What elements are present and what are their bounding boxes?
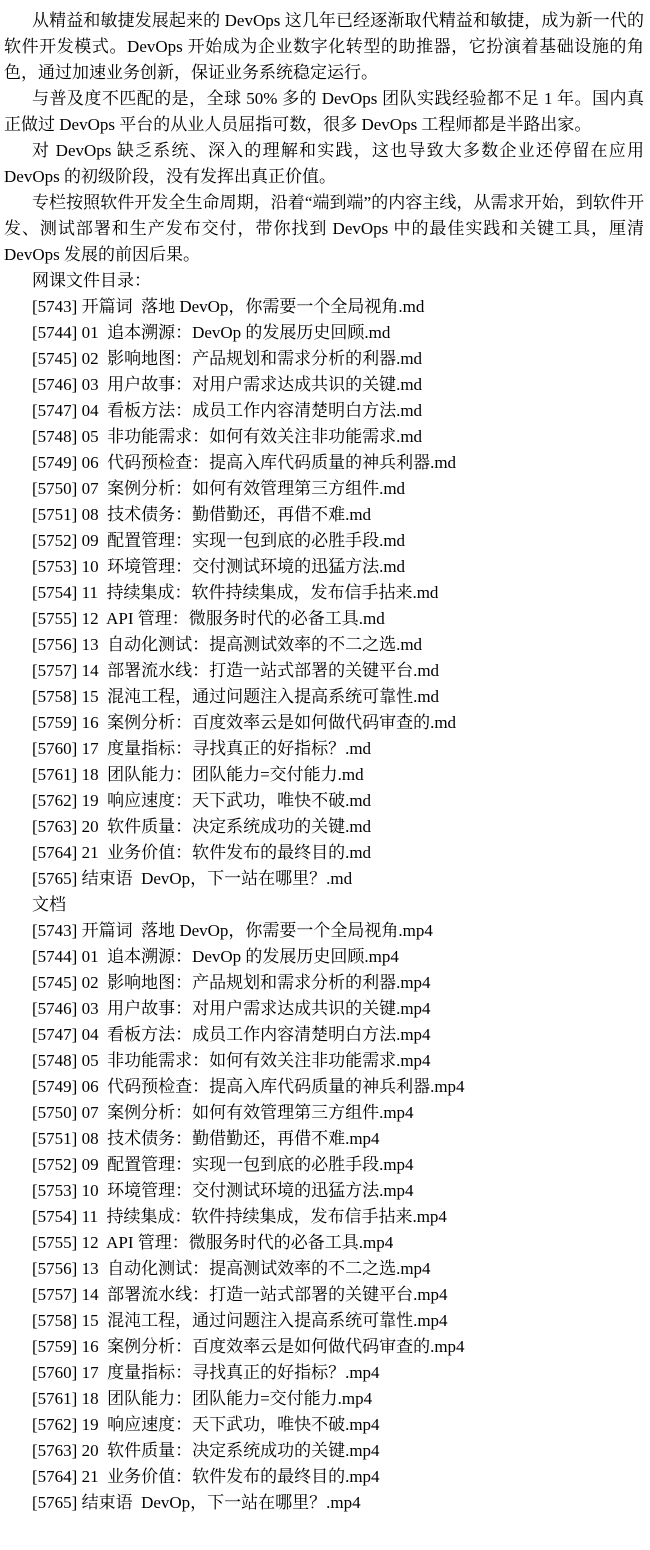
mp4-file-item: [5758] 15 混沌工程，通过问题注入提高系统可靠性.mp4 xyxy=(32,1311,448,1330)
md-file-item: [5760] 17 度量指标：寻找真正的好指标？.md xyxy=(32,739,372,758)
mp4-file-list xyxy=(4,918,644,1516)
mp4-file-item: [5757] 14 部署流水线：打造一站式部署的关键平台.mp4 xyxy=(32,1285,448,1304)
md-file-item: [5758] 15 混沌工程，通过问题注入提高系统可靠性.md xyxy=(32,687,440,706)
mp4-file-item: [5750] 07 案例分析：如何有效管理第三方组件.mp4 xyxy=(32,1103,414,1122)
mp4-file-item: [5752] 09 配置管理：实现一包到底的必胜手段.mp4 xyxy=(32,1155,414,1174)
mp4-file-item: [5753] 10 环境管理：交付测试环境的迅猛方法.mp4 xyxy=(32,1181,414,1200)
mp4-file-item: [5765] 结束语 DevOp，下一站在哪里？.mp4 xyxy=(32,1493,361,1512)
mp4-file-item: [5747] 04 看板方法：成员工作内容清楚明白方法.mp4 xyxy=(32,1025,431,1044)
mp4-file-item: [5760] 17 度量指标：寻找真正的好指标？.mp4 xyxy=(32,1363,380,1382)
md-file-item: [5744] 01 追本溯源：DevOp 的发展历史回顾.md xyxy=(32,323,391,342)
mp4-file-item: [5759] 16 案例分析：百度效率云是如何做代码审查的.mp4 xyxy=(32,1337,465,1356)
mp4-file-item: [5751] 08 技术债务：勤借勤还，再借不难.mp4 xyxy=(32,1129,380,1148)
docs-heading: 文档 xyxy=(32,895,66,914)
md-file-item: [5754] 11 持续集成：软件持续集成，发布信手拈来.md xyxy=(32,583,439,602)
mp4-file-item: [5762] 19 响应速度：天下武功，唯快不破.mp4 xyxy=(32,1415,380,1434)
md-file-list xyxy=(4,294,644,892)
mp4-file-item: [5764] 21 业务价值：软件发布的最终目的.mp4 xyxy=(32,1467,380,1486)
md-file-item: [5751] 08 技术债务：勤借勤还，再借不难.md xyxy=(32,505,372,524)
md-file-item: [5762] 19 响应速度：天下武功，唯快不破.md xyxy=(32,791,372,810)
md-file-item: [5747] 04 看板方法：成员工作内容清楚明白方法.md xyxy=(32,401,423,420)
catalog-heading: 网课文件目录： xyxy=(32,271,151,290)
md-file-item: [5743] 开篇词 落地 DevOp，你需要一个全局视角.md xyxy=(32,297,425,316)
mp4-file-item: [5755] 12 API 管理：微服务时代的必备工具.mp4 xyxy=(32,1233,394,1252)
md-file-item: [5745] 02 影响地图：产品规划和需求分析的利器.md xyxy=(32,349,423,368)
md-file-item: [5761] 18 团队能力：团队能力=交付能力.md xyxy=(32,765,364,784)
mp4-file-item: [5748] 05 非功能需求：如何有效关注非功能需求.mp4 xyxy=(32,1051,431,1070)
mp4-file-item: [5743] 开篇词 落地 DevOp，你需要一个全局视角.mp4 xyxy=(32,921,433,940)
md-file-item: [5759] 16 案例分析：百度效率云是如何做代码审查的.md xyxy=(32,713,457,732)
md-file-item: [5763] 20 软件质量：决定系统成功的关键.md xyxy=(32,817,372,836)
mp4-file-item: [5744] 01 追本溯源：DevOp 的发展历史回顾.mp4 xyxy=(32,947,399,966)
md-file-item: [5765] 结束语 DevOp，下一站在哪里？.md xyxy=(32,869,353,888)
mp4-file-item: [5763] 20 软件质量：决定系统成功的关键.mp4 xyxy=(32,1441,380,1460)
mp4-file-item: [5754] 11 持续集成：软件持续集成，发布信手拈来.mp4 xyxy=(32,1207,447,1226)
intro-paragraph-4: 专栏按照软件开发全生命周期，沿着“端到端”的内容主线，从需求开始，到软件开发、测试部署和生产发布交付，带你找到 DevOps 中的最佳实践和关键工具，厘清 DevOps 发展的前因后果。 xyxy=(4,193,644,264)
mp4-file-item: [5745] 02 影响地图：产品规划和需求分析的利器.mp4 xyxy=(32,973,431,992)
intro-paragraph-2: 与普及度不匹配的是，全球 50% 多的 DevOps 团队实践经验都不足 1 年。国内真正做过 DevOps 平台的从业人员屈指可数，很多 DevOps 工程师都是半路出家。 xyxy=(4,89,644,134)
mp4-file-item: [5746] 03 用户故事：对用户需求达成共识的关键.mp4 xyxy=(32,999,431,1018)
mp4-file-item: [5749] 06 代码预检查：提高入库代码质量的神兵利器.mp4 xyxy=(32,1077,465,1096)
mp4-file-item: [5761] 18 团队能力：团队能力=交付能力.mp4 xyxy=(32,1389,373,1408)
md-file-item: [5757] 14 部署流水线：打造一站式部署的关键平台.md xyxy=(32,661,440,680)
md-file-item: [5746] 03 用户故事：对用户需求达成共识的关键.md xyxy=(32,375,423,394)
mp4-file-item: [5756] 13 自动化测试：提高测试效率的不二之选.mp4 xyxy=(32,1259,431,1278)
md-file-item: [5752] 09 配置管理：实现一包到底的必胜手段.md xyxy=(32,531,406,550)
intro-paragraph-3: 对 DevOps 缺乏系统、深入的理解和实践，这也导致大多数企业还停留在应用 DevOps 的初级阶段，没有发挥出真正价值。 xyxy=(4,141,644,186)
intro-paragraph-1: 从精益和敏捷发展起来的 DevOps 这几年已经逐渐取代精益和敏捷，成为新一代的软件开发模式。DevOps 开始成为企业数字化转型的助推器，它扮演着基础设施的角色，通过加速业务创新，保证业务系统稳定运行。 xyxy=(4,11,644,82)
md-file-item: [5749] 06 代码预检查：提高入库代码质量的神兵利器.md xyxy=(32,453,457,472)
md-file-item: [5756] 13 自动化测试：提高测试效率的不二之选.md xyxy=(32,635,423,654)
md-file-item: [5753] 10 环境管理：交付测试环境的迅猛方法.md xyxy=(32,557,406,576)
md-file-item: [5750] 07 案例分析：如何有效管理第三方组件.md xyxy=(32,479,406,498)
md-file-item: [5764] 21 业务价值：软件发布的最终目的.md xyxy=(32,843,372,862)
md-file-item: [5755] 12 API 管理：微服务时代的必备工具.md xyxy=(32,609,385,628)
md-file-item: [5748] 05 非功能需求：如何有效关注非功能需求.md xyxy=(32,427,423,446)
